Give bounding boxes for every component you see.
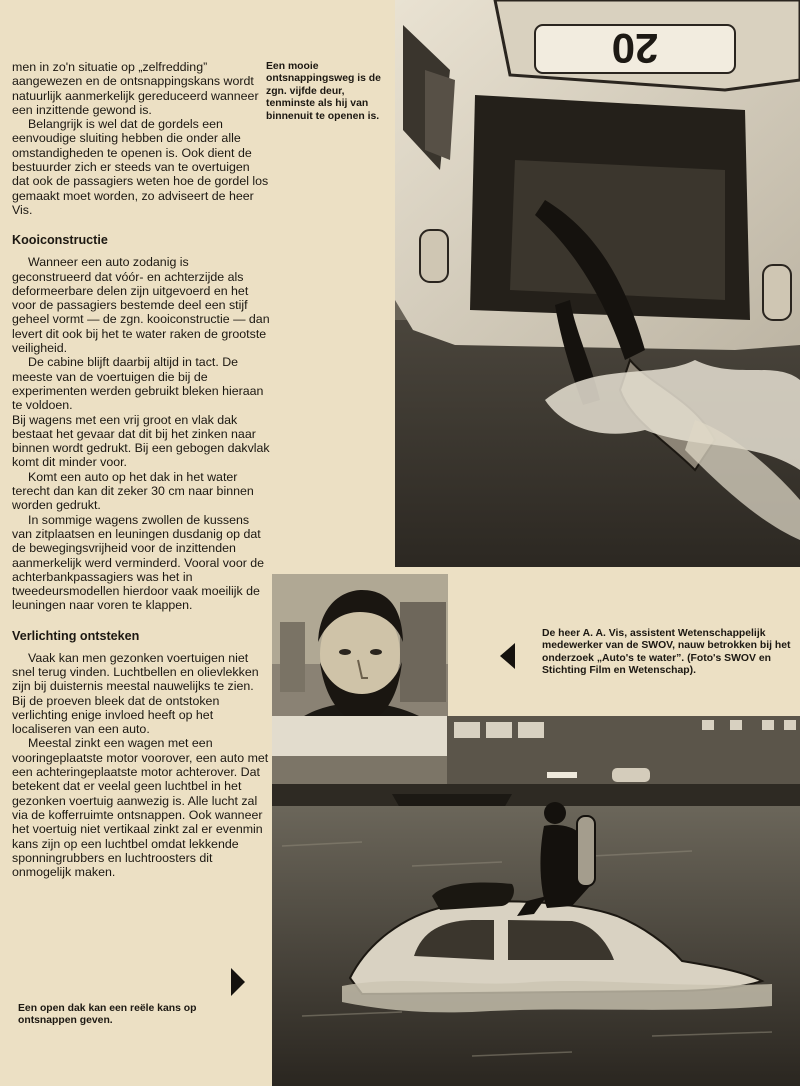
article-paragraph: Vaak kan men gezonken voertuigen niet snel terug vinden. Luchtbellen en olievlekken zijn bij duisternis meestal nauwelijks te zien. Bij de proeven bleek dat de ontstoken verlichting enige invloed heeft op het localiseren van een auto. xyxy=(12,650,259,737)
sinking-car-photo xyxy=(272,716,800,1086)
article-paragraph: Komt een auto op het dak in het water terecht dan kan dit zeker 30 cm naar binnen worden gedrukt. xyxy=(12,469,254,513)
bottom-photo-caption: Een open dak kan een reële kans op ontsnappen geven. xyxy=(18,1003,197,1027)
tailgate-escape-photo xyxy=(395,0,800,567)
car-number-label: 20 xyxy=(611,25,659,72)
section-heading-kooiconstructie: Kooiconstructie xyxy=(12,233,108,248)
article-paragraph: Meestal zinkt een wagen met een vooringeplaatste motor voorover, een auto met een achteringeplaatste motor achterover. Dat betekent dat er veelal geen luchtbel in het gezonken voertuig aanwezig is. Alle lucht zal via de kofferruimte ontsnappen. Ook wanneer het voertuig niet vertikaal zinkt zal er evenmin kans zijn op een luchtbel omdat lekkende sponningrubbers en luchtroosters dit onmogelijk maken. xyxy=(12,736,269,880)
arrow-left-icon xyxy=(500,643,515,669)
article-paragraph: men in zo'n situatie op „zelfredding” aangewezen en de ontsnappingskans wordt natuurlijk aanmerkelijk gereduceerd wanneer een inzittende gewond is. xyxy=(12,60,259,117)
tailgate-escape-illustration xyxy=(395,0,800,567)
portrait-photo-caption: De heer A. A. Vis, assistent Wetenschappelijk medewerker van de SWOV, nauw betrokken bij het onderzoek „Auto's te water”. (Foto's SWOV en Stichting Film en Wetenschap). xyxy=(542,628,791,677)
article-paragraph: Bij wagens met een vrij groot en vlak dak bestaat het gevaar dat dit bij het zinken naar binnen wordt gedrukt. Bij een gebogen dakvlak komt dit minder voor. xyxy=(12,412,270,470)
article-paragraph: In sommige wagens zwollen de kussens van zitplaatsen en leuningen dusdanig op dat de bewegingsvrijheid voor de inzittenden aanmerkelijk werd verminderd. Vooral voor de achterbankpassagiers was het in tweedeursmodellen hierdoor vaak moeilijk de leuningen naar voren te klappen. xyxy=(12,512,265,613)
article-paragraph: Belangrijk is wel dat de gordels een eenvoudige sluiting hebben die onder alle omstandigheden te openen is. Ook dient de bestuurder zich er steeds van te overtuigen dat ook de passagiers weten hoe de gordel los gemaakt moet worden, zo adviseert de heer Vis. xyxy=(12,117,269,217)
top-photo-caption: Een mooie ontsnappingsweg is de zgn. vijfde deur, tenminste als hij van binnenuit te openen is. xyxy=(266,61,381,122)
article-paragraph: Wanneer een auto zodanig is geconstrueerd dat vóór- en achterzijde als deformeerbare delen zijn uitgevoerd en het voor de passagiers bestemde deel een stijf geheel vormt — de zgn. kooiconstructie — dan levert dit ook bij het te water raken de grootste veiligheid. xyxy=(12,255,270,356)
arrow-right-icon xyxy=(231,968,245,996)
sinking-car-illustration xyxy=(272,716,800,1086)
section-heading-verlichting: Verlichting ontsteken xyxy=(12,628,140,643)
article-body xyxy=(12,60,270,879)
article-paragraph: De cabine blijft daarbij altijd in tact. De meeste van de voertuigen die bij de experimenten werden gebruikt bleken hieraan te voldoen. xyxy=(12,355,264,413)
